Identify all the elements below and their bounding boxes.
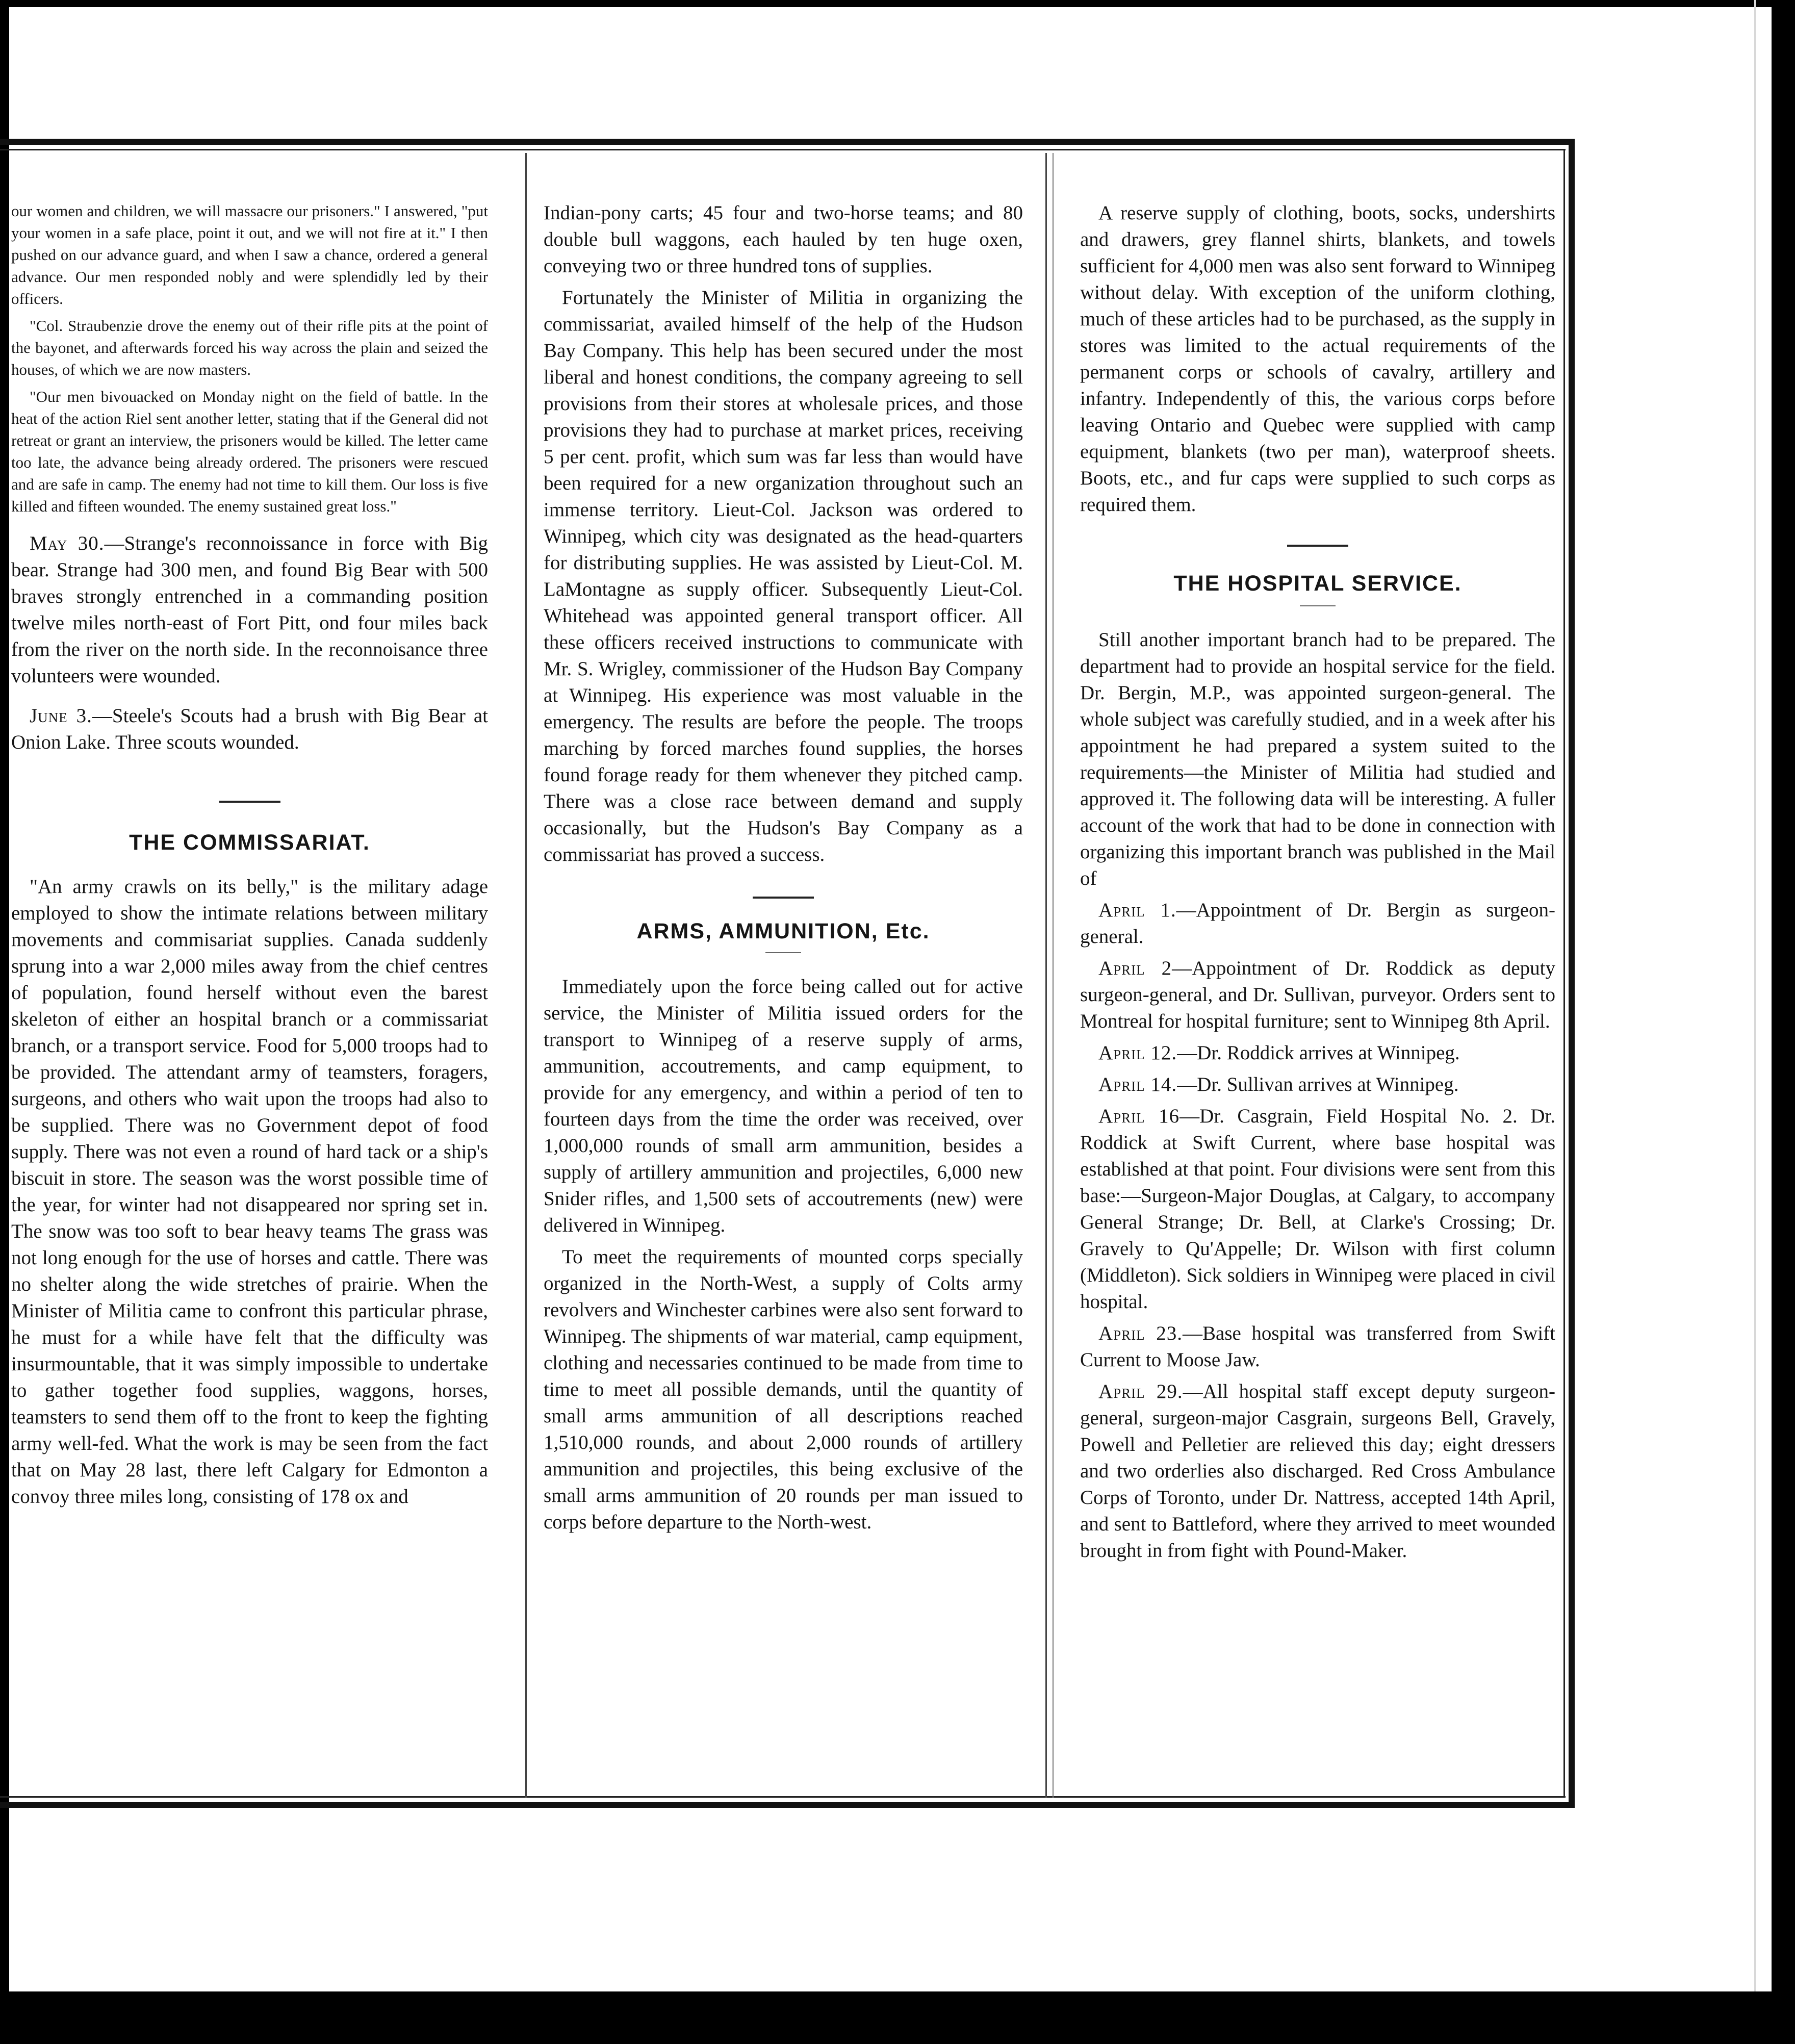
diary-entry-april-23 — [1080, 1320, 1555, 1373]
page-border-top — [0, 139, 1575, 145]
quote-paragraph: "Col. Straubenzie drove the enemy out of their rifle pits at the point of the bayonet, and afterwards forced his way across the plain and seized the houses, of which we are now masters. — [11, 317, 488, 378]
text-column-1 — [11, 200, 488, 1510]
diary-entry-april-1 — [1080, 897, 1555, 950]
body-paragraph: Fortunately the Minister of Militia in organizing the commissariat, availed himself of the help of the Hudson Bay Company. This help has been secured under the most liberal and honest conditions, the company agreeing to sell provisions from their stores at wholesale prices, and those provisions they had to purchase at market prices, receiving 5 per cent. profit, which sum was far less than would have been required for a new organization throughout such an immense territory. Lieut-Col. Jackson was ordered to Winnipeg, which city was designated as the head-quarters for distributing supplies. He was assisted by Lieut-Col. M. LaMontagne as supply officer. Subsequently Lieut-Col. Whitehead was appointed general transport officer. All these officers received instructions to communicate with Mr. S. Wrigley, commissioner of the Hudson Bay Company at Winnipeg. His experience was most valuable in the emergency. The results are before the people. The troops marching by forced marches found supplies, the horses found forage ready for them whenever they pitched camp. There was a close race between demand and supply occasionally, but the Hudson's Bay Company as a commissariat has proved a success. — [544, 287, 1023, 865]
entry-date: April 14. — [1098, 1074, 1177, 1095]
body-paragraph: Indian-pony carts; 45 four and two-horse teams; and 80 double bull waggons, each hauled by ten huge oxen, conveying two or three hundred tons of supplies. — [544, 202, 1023, 277]
diary-entry-may-30 — [11, 530, 488, 689]
section-rule — [219, 801, 280, 803]
entry-text: —Steele's Scouts had a brush with Big Bear at Onion Lake. Three scouts wounded. — [11, 705, 488, 753]
scan-edge-left — [0, 0, 9, 2044]
entry-text: —Appointment of Dr. Bergin as surgeon-general. — [1080, 899, 1555, 948]
diary-entry-april-16 — [1080, 1103, 1555, 1315]
scan-edge-bottom — [0, 1991, 1795, 2044]
entry-date: June 3. — [30, 705, 92, 727]
quote-paragraph: "Our men bivouacked on Monday night on the field of battle. In the heat of the action Riel sent another letter, stating that if the General did not retreat or grant an interview, the prisoners would be killed. The letter came too late, the advance being already ordered. The prisoners were rescued and are safe in camp. The enemy had not time to kill them. Our loss is five killed and fifteen wounded. The enemy sustained great loss." — [11, 388, 488, 515]
body-paragraph: Still another important branch had to be prepared. The department had to provide an hospital service for the field. Dr. Bergin, M.P., was appointed surgeon-general. The whole subject was carefully studied, and in a week after his appointment he had prepared a system suited to the requirements—the Minister of Militia had studied and approved it. The following data will be interesting. A fuller account of the work that had to be done in connection with organizing this important branch was published in the Mail of — [1080, 629, 1555, 889]
entry-text: —Base hospital was transferred from Swift Current to Moose Jaw. — [1080, 1322, 1555, 1371]
entry-text: —Appointment of Dr. Roddick as deputy surgeon-general, and Dr. Sullivan, purveyor. Orders sent to Montreal for hospital furniture; sent to Winnipeg 8th April. — [1080, 957, 1555, 1032]
diary-entry-april-2 — [1080, 955, 1555, 1035]
entry-text: —All hospital staff except deputy surgeon-general, surgeon-major Casgrain, surgeons Bell, Gravely, Powell and Pelletier are relieved this day; eight dressers and two orderlies also discharged. Red Cross Ambulance Corps of Toronto, under Dr. Nattress, accepted 14th April, and sent to Battleford, where they arrived to meet wounded brought in from fight with Pound-Maker. — [1080, 1381, 1555, 1562]
section-rule — [1300, 605, 1336, 606]
page-fold-line — [1754, 0, 1756, 1991]
page-border-top-inner — [0, 149, 1566, 150]
column-divider — [525, 153, 527, 1798]
section-rule — [753, 897, 814, 899]
section-rule — [1287, 545, 1348, 547]
entry-date: April 16 — [1098, 1105, 1180, 1127]
entry-text: —Dr. Roddick arrives at Winnipeg. — [1177, 1042, 1460, 1064]
entry-date: April 1. — [1098, 899, 1176, 921]
column-divider — [1053, 153, 1054, 1798]
entry-text: —Dr. Casgrain, Field Hospital No. 2. Dr. Roddick at Swift Current, where base hospital was established at that point. Four divisions were sent from this base:—Surgeon-Major Douglas, at Calgary, to accompany General Strange; Dr. Bell, at Clarke's Crossing; Dr. Gravely to Qu'Appelle; Dr. Wilson with first column (Middleton). Sick soldiers in Winnipeg were placed in civil hospital. — [1080, 1105, 1555, 1313]
entry-date: April 23. — [1098, 1322, 1183, 1344]
text-column-2 — [544, 200, 1023, 1536]
section-heading-arms: ARMS, AMMUNITION, Etc. — [636, 919, 930, 943]
section-rule — [765, 952, 801, 953]
entry-text: —Dr. Sullivan arrives at Winnipeg. — [1177, 1074, 1459, 1095]
body-paragraph: To meet the requirements of mounted corps specially organized in the North-West, a supply of Colts army revolvers and Winchester carbines were also sent forward to Winnipeg. The shipments of war material, camp equipment, clothing and necessaries continued to be made from time to time to meet all possible demands, until the quantity of small arms ammunition of all descriptions reached 1,510,000 rounds, and about 2,000 rounds of artillery ammunition and projectiles, this being exclusive of the small arms ammunition of 20 rounds per man issued to corps before departure to the North-west. — [544, 1246, 1023, 1533]
page-border-bottom — [0, 1802, 1575, 1808]
diary-entry-april-12 — [1080, 1040, 1555, 1066]
entry-date: May 30. — [30, 532, 105, 554]
page-border-right — [1569, 139, 1575, 1808]
body-paragraph: "An army crawls on its belly," is the military adage employed to show the intimate relations between military movements and commisariat supplies. Canada suddenly sprung into a war 2,000 miles away from the chief centres of population, found herself without even the barest skeleton of either an hospital branch or a commissariat branch, or a transport service. Food for 5,000 troops had to be provided. The attendant army of teamsters, foragers, surgeons, and others who wait upon the troops had also to be supplied. There was no Government depot of food supply. There was not even a round of hard tack or a ship's biscuit in store. The season was the worst possible time of the year, for winter had not disappeared nor spring set in. The snow was too soft to bear heavy teams The grass was not long enough for the use of horses and cattle. There was no shelter along the wide stretches of prairie. When the Minister of Militia came to confront this particular phrase, he must for a while have felt that the difficulty was insurmountable, that it was simply impossible to undertake to gather together food supplies, waggons, horses, teamsters to send them off to the front to keep the fighting army well-fed. What the work is may be seen from the fact that on May 28 last, there left Calgary for Edmonton a convoy three miles long, consisting of 178 ox and — [11, 876, 488, 1508]
page-border-bottom-inner — [0, 1796, 1566, 1798]
scan-edge-right — [1772, 0, 1795, 2044]
body-paragraph: Immediately upon the force being called out for active service, the Minister of Militia issued orders for the transport to Winnipeg of a reserve supply of arms, ammunition, accoutrements, and camp equipment, to provide for any emergency, and within a period of ten to fourteen days from the time the order was received, over 1,000,000 rounds of small arm ammunition, besides a supply of artillery ammunition and projectiles, 6,000 new Snider rifles, and 1,500 sets of accoutrements (new) were delivered in Winnipeg. — [544, 976, 1023, 1236]
section-heading-hospital: THE HOSPITAL SERVICE. — [1173, 571, 1462, 596]
section-heading-commissariat: THE COMMISSARIAT. — [129, 830, 370, 855]
entry-text: —Strange's reconnoissance in force with Big bear. Strange had 300 men, and found Big Bear with 500 braves strongly entrenched in a commanding position twelve miles north-east of Fort Pitt, ond four miles back from the river on the north side. In the reconnoisance three volunteers were wounded. — [11, 532, 488, 687]
page-border-right-inner — [1563, 149, 1565, 1798]
diary-entry-june-3 — [11, 703, 488, 756]
entry-date: April 29. — [1098, 1381, 1183, 1402]
quote-paragraph: our women and children, we will massacre our prisoners." I answered, "put your women in a safe place, point it out, and we will not fire at it." I then pushed on our advance guard, and when I saw a chance, ordered a general advance. Our men responded nobly and were splendidly led by their officers. — [11, 202, 488, 308]
entry-date: April 2 — [1098, 957, 1172, 979]
diary-entry-april-29 — [1080, 1378, 1555, 1564]
scan-edge-top — [0, 0, 1795, 7]
text-column-3 — [1080, 200, 1555, 1564]
diary-entry-april-14 — [1080, 1071, 1555, 1098]
body-paragraph: A reserve supply of clothing, boots, socks, undershirts and drawers, grey flannel shirts, blankets, and towels sufficient for 4,000 men was also sent forward to Winnipeg without delay. With exception of the uniform clothing, much of these articles had to be purchased, as the supply in stores was limited to the actual requirements of the permanent corps or schools of cavalry, artillery and infantry. Independently of this, the various corps before leaving Ontario and Quebec were supplied with camp equipment, blankets (two per man), waterproof sheets. Boots, etc., and fur caps were supplied to such corps as required them. — [1080, 202, 1555, 516]
entry-date: April 12. — [1098, 1042, 1177, 1064]
column-divider — [1045, 153, 1047, 1798]
